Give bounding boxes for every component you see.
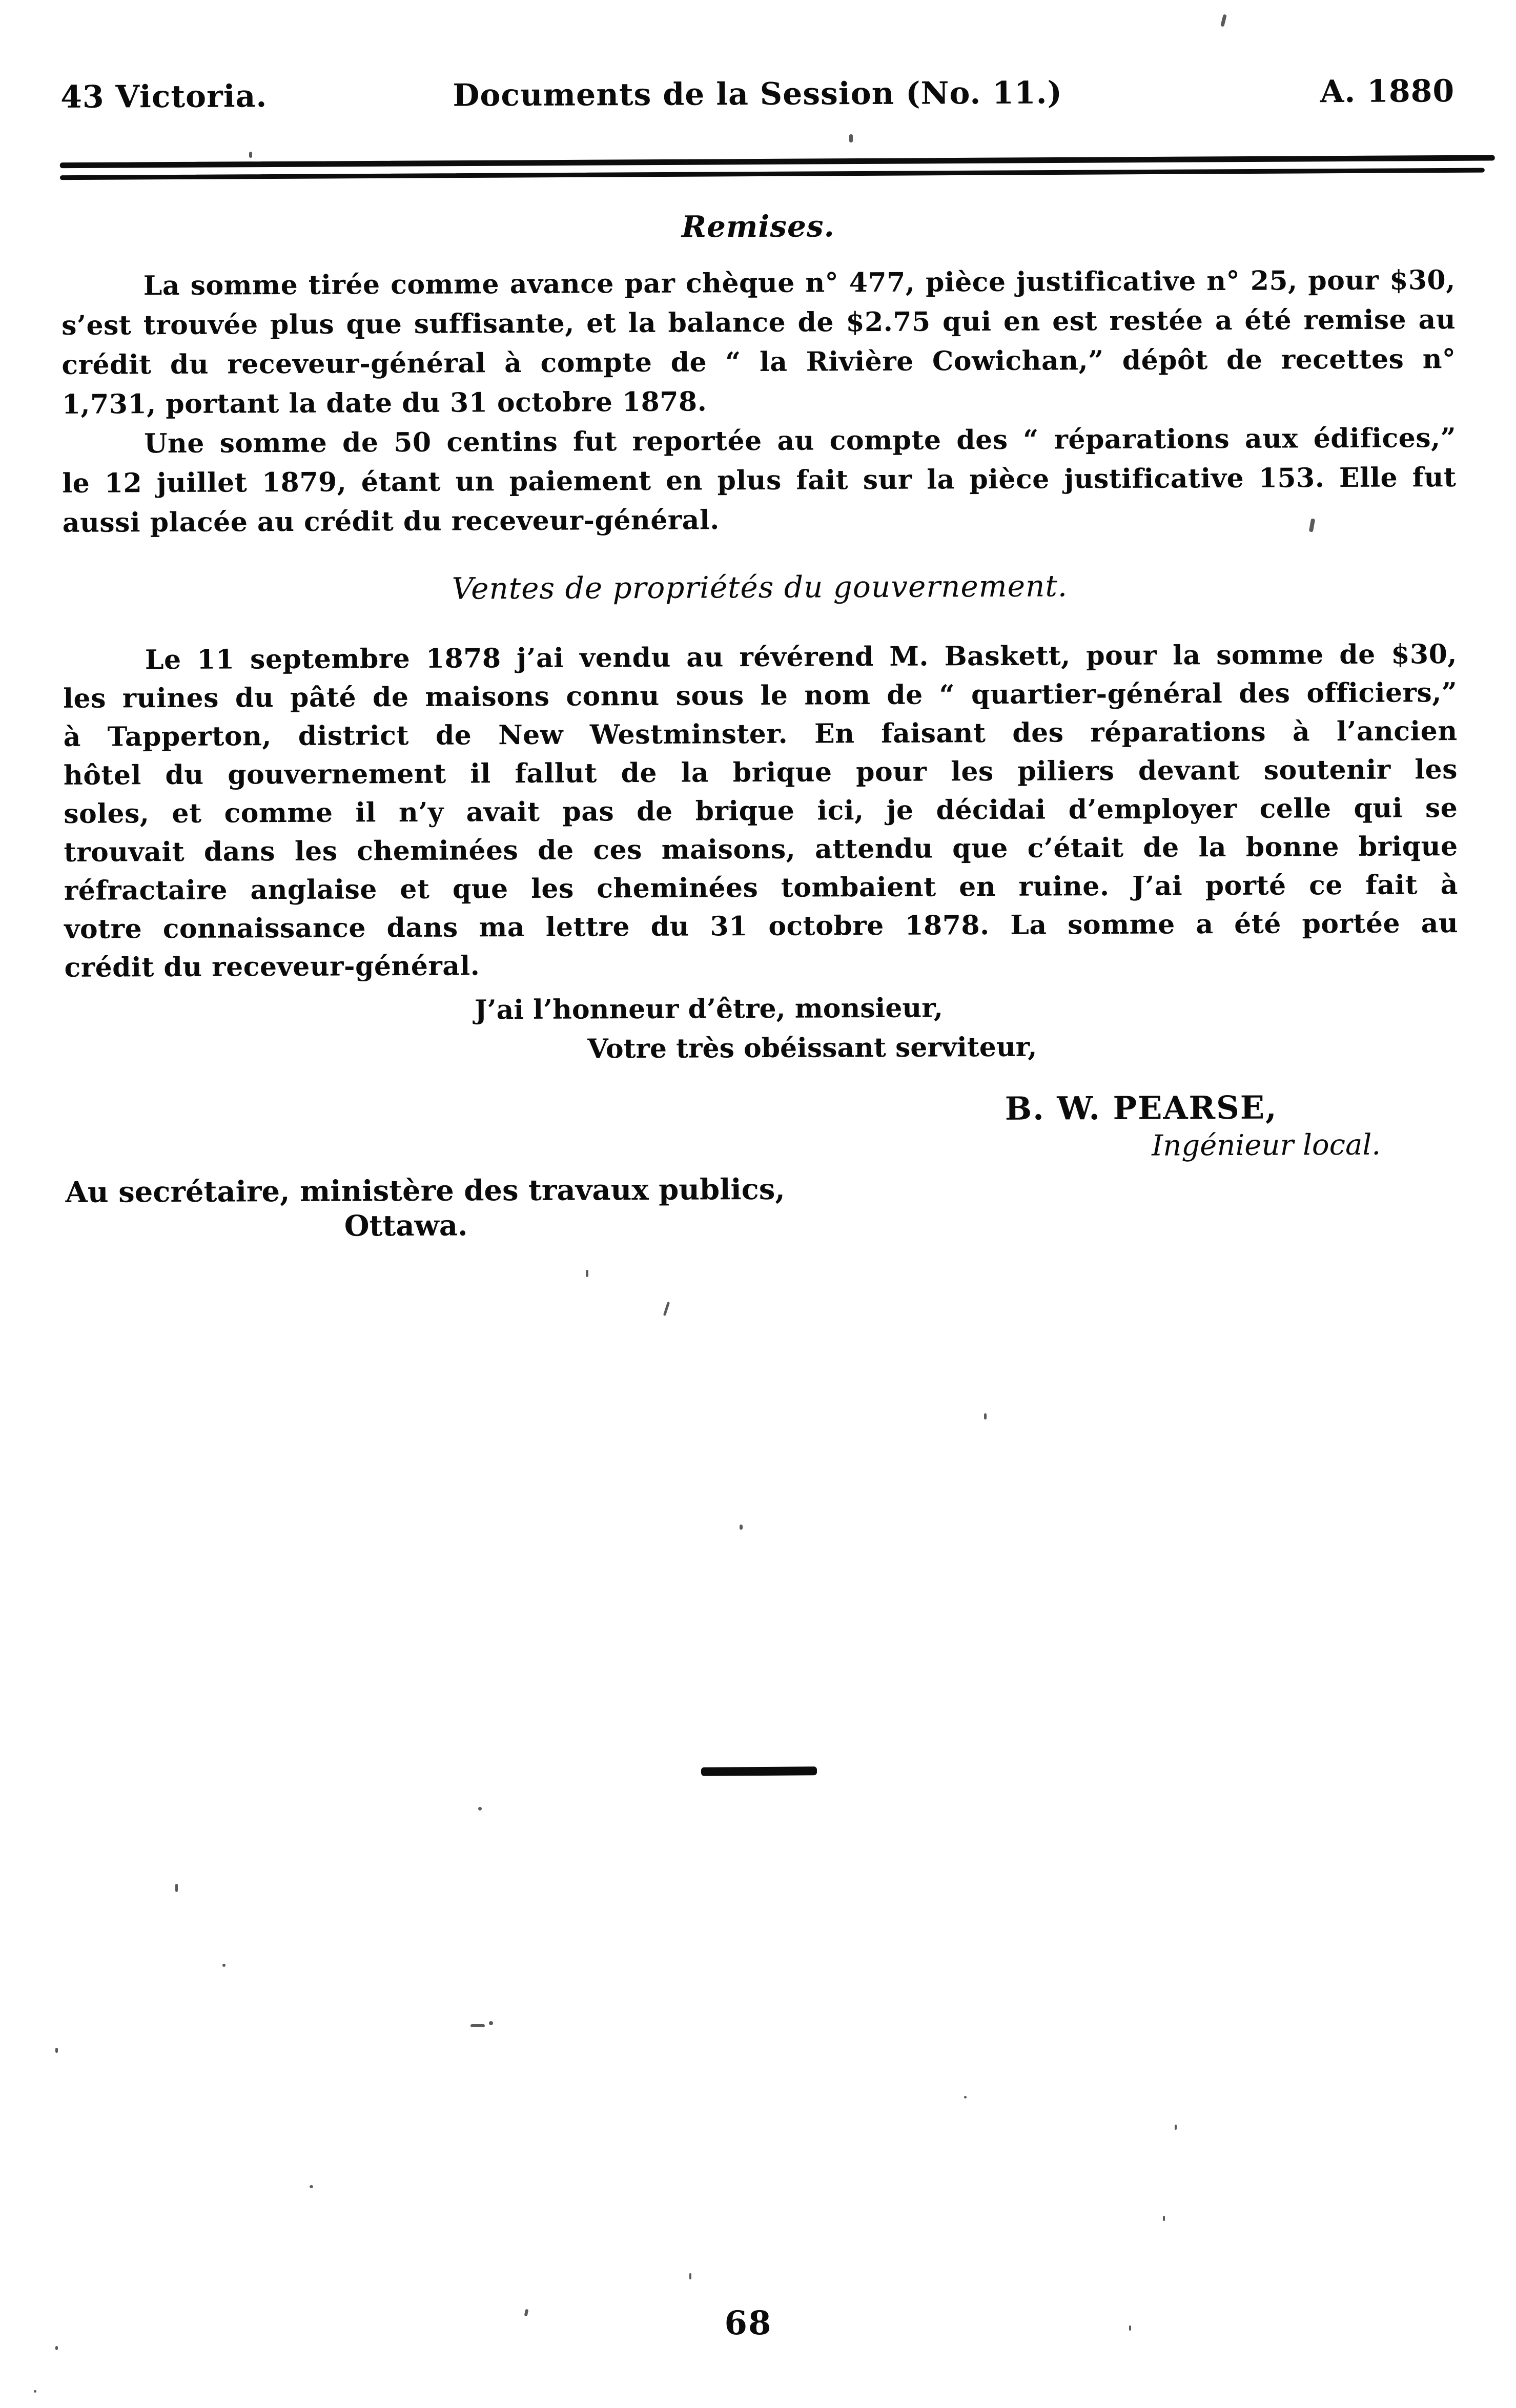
scan-speck [489,2021,493,2025]
text-line: les ruines du pâté de maisons connu sous le nom de “ quartier-général des officiers,” [63,677,1458,714]
section-title-ventes: Ventes de propriétés du gouvernement. [452,568,1068,606]
header-session-year: A. 1880 [1320,73,1455,110]
scan-speck [55,2048,58,2053]
paragraph-remises-2 [62,418,1457,543]
scan-speck [586,1270,588,1277]
header-statute-year: 43 Victoria. [60,78,268,115]
text-line: le 12 juillet 1879, étant un paiement en plus fait sur la pièce justificative 153. Elle fut [62,462,1457,499]
text-line: trouvait dans les cheminées de ces maisons, attendu que c’était de la bonne brique [64,831,1458,868]
scan-speck [222,1964,226,1967]
scan-speck [175,1884,178,1892]
text-line: Le 11 septembre 1878 j’ai vendu au révérend M. Baskett, pour la somme de $30, [145,639,1458,676]
paragraph-ventes-1 [63,635,1459,987]
scan-speck [1163,2216,1165,2221]
closing-salutation: J’ai l’honneur d’être, monsieur, [474,992,944,1026]
text-line: votre connaissance dans ma lettre du 31 octobre 1878. La somme a été portée au [64,908,1459,945]
rule-top [60,155,1495,169]
scan-speck [1220,14,1227,27]
page-number: 68 [724,2304,772,2342]
text-line: soles, et comme il n’y avait pas de brique ici, je décidai d’employer celle qui se [64,792,1458,830]
scan-speck [1129,2325,1131,2331]
double-rule [60,155,1495,180]
header-title: Documents de la Session (No. 11.) [453,75,1063,114]
scan-speck [964,2096,967,2098]
text-line: aussi placée au crédit du receveur-général. [62,504,720,539]
scan-speck [984,1413,987,1419]
closing-valediction: Votre très obéissant serviteur, [587,1031,1037,1065]
text-line: à Tapperton, district de New Westminster. En faisant des réparations à l’ancien [63,715,1458,753]
text-line: s’est trouvée plus que suffisante, et la balance de $2.75 qui en est restée a été remise au [61,304,1456,341]
paragraph-remises-1 [62,260,1456,424]
scan-speck [249,152,252,158]
text-line: crédit du receveur-général à compte de “ la Rivière Cowichan,” dépôt de recettes n° [62,343,1456,381]
recipient-address-line: Au secrétaire, ministère des travaux publics, [65,1172,785,1209]
text-line: 1,731, portant la date du 31 octobre 1878. [62,386,707,420]
end-of-letter-divider [701,1766,817,1776]
scan-speck [689,2273,691,2279]
text-line: réfractaire anglaise et que les cheminées tombaient en ruine. J’ai porté ce fait à [64,869,1459,907]
scan-speck [34,2390,36,2393]
rule-bottom [60,168,1485,180]
text-line: crédit du receveur-général. [64,950,480,983]
page-content [0,74,1516,1245]
scan-speck [55,2346,58,2350]
scan-speck [1175,2125,1177,2130]
recipient-address-city: Ottawa. [344,1208,468,1243]
scan-speck [663,1302,670,1316]
text-line: Une somme de 50 centins fut reportée au compte des “ réparations aux édifices,” [144,422,1457,460]
signature-title: Ingénieur local. [1151,1128,1381,1163]
scan-speck [478,1807,482,1810]
page-header [60,74,1454,115]
text-line: hôtel du gouvernement il fallut de la brique pour les piliers devant soutenir les [63,754,1458,791]
section-title-remises: Remises. [681,209,835,244]
scan-speck [470,2024,485,2027]
scan-speck [849,134,853,142]
text-line: La somme tirée comme avance par chèque n° 477, pièce justificative n° 25, pour $30, [143,264,1456,302]
scan-speck [740,1525,743,1530]
signature-name: B. W. PEARSE, [1005,1088,1278,1127]
scan-speck [310,2185,313,2188]
